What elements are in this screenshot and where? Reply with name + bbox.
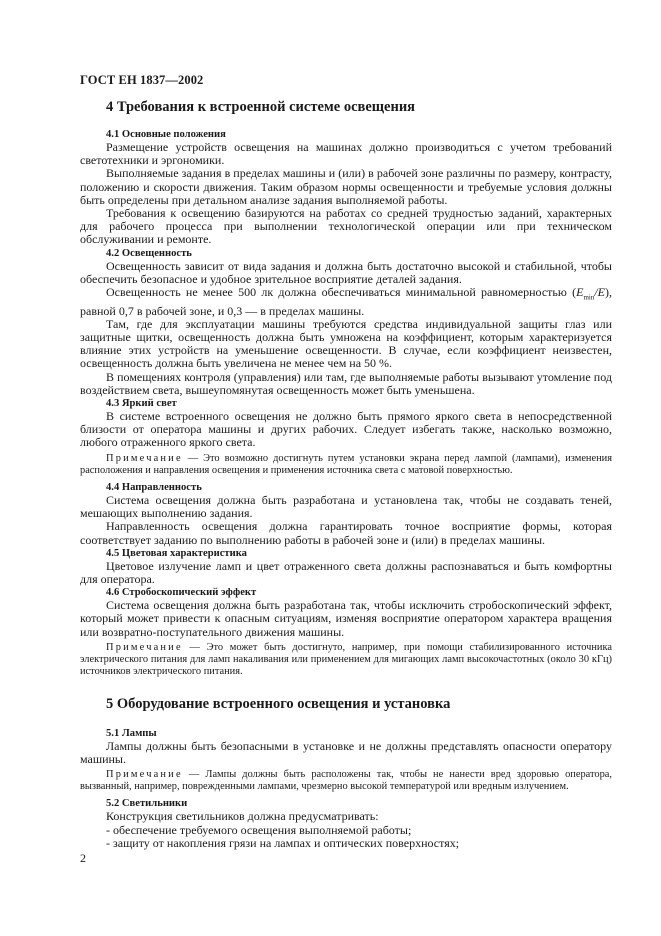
- subsection-4-6-title: 4.6 Стробоскопический эффект: [106, 587, 257, 599]
- paragraph: Направленность освещения должна гарантировать точное восприятие формы, которая соответствует заданию по выполнению работы в рабочей зоне и (или) в пределах машины.: [80, 519, 612, 547]
- section-4-title: 4 Требования к встроенной системе освещения: [106, 99, 416, 115]
- document-body: [80, 98, 612, 850]
- subsection-5-1-title: 5.1 Лампы: [106, 727, 157, 739]
- paragraph: Система освещения должна быть разработана и установлена так, чтобы не создавать теней, мешающих выполнению задания.: [80, 493, 612, 521]
- paragraph: Там, где для эксплуатации машины требуются средства индивидуальной защиты глаз или защитные щитки, освещенность должна быть умножена на коэффициент, которым характеризуется влияние этих устройств на уменьшение освещенности. В случае, если коэффициент неизвестен, освещенность должна быть увеличена не менее чем на 50 %.: [80, 316, 612, 371]
- paragraph: В помещениях контроля (управления) или там, где выполняемые работы вызывают утомление под воздействием света, вышеупомянутая освещенность может быть уменьшена.: [80, 369, 612, 397]
- paragraph: Система освещения должна быть разработана так, чтобы исключить стробоскопический эффект, который может привести к опасным ситуациям, изменяя восприятие оператором характера вращения или возвратно-поступательного движения машины.: [80, 598, 612, 639]
- list-item: - защиту от накопления грязи на лампах и оптических поверхностях;: [106, 835, 460, 850]
- paragraph: Освещенность зависит от вида задания и должна быть достаточно высокой и стабильной, чтобы обеспечить безопасное и удобное зрительное восприятие деталей задания.: [80, 258, 612, 286]
- note-label: Примечание: [106, 768, 183, 780]
- paragraph: Лампы должны быть безопасными в установке и не должны представлять опасности оператору машины.: [80, 738, 612, 766]
- subsection-4-5-title: 4.5 Цветовая характеристика: [106, 547, 247, 559]
- paragraph: Выполняемые задания в пределах машины и (или) в рабочей зоне различны по размеру, контрасту, положению и скорости движения. Таким образом нормы освещенности и требуемые условия должны быть определены при детальном анализе задания выполняемой работы.: [80, 166, 612, 207]
- paragraph: Размещение устройств освещения на машинах должно производиться с учетом требований светотехники и эргономики.: [80, 140, 612, 168]
- note-label: Примечание: [106, 452, 183, 464]
- note: Примечание — Это возможно достигнуть путем установки экрана перед лампой (лампами), изменения расположения и направления освещения и применения источника света с матовой поверхностью.: [80, 452, 612, 476]
- list-item: - обеспечение требуемого освещения выполняемой работы;: [106, 822, 412, 837]
- subsection-4-2-title: 4.2 Освещенность: [106, 247, 192, 259]
- document-header: ГОСТ ЕН 1837—2002: [80, 73, 204, 87]
- subsection-5-2-title: 5.2 Светильники: [106, 798, 188, 810]
- paragraph: Конструкция светильников должна предусматривать:: [106, 809, 379, 824]
- subsection-4-4-title: 4.4 Направленность: [106, 482, 202, 494]
- note-label: Примечание: [106, 641, 183, 653]
- note: Примечание — Это может быть достигнуто, например, при помощи стабилизированного источника электрического питания для ламп накаливания или применением для мигающих ламп высокочастотных (около 30 кГц) источников электрического питания.: [80, 641, 612, 678]
- paragraph: Требования к освещению базируются на работах со средней трудностью заданий, характерных для рабочего процесса при выполнении технологической операции или при техническом обслуживании и ремонте.: [80, 206, 612, 247]
- subsection-4-3-title: 4.3 Яркий свет: [106, 398, 177, 410]
- subsection-4-1-title: 4.1 Основные положения: [106, 129, 226, 140]
- paragraph-uniformity: Освещенность не менее 500 лк должна обеспечиваться минимальной равномерностью $(E_{min}/E)$, равной 0,7 в рабочей зоне, и 0,3 — в пределах машины.: [80, 285, 612, 318]
- paragraph: Цветовое излучение ламп и цвет отраженного света должны распознаваться и быть комфортны для оператора.: [80, 558, 612, 587]
- page-number: 2: [80, 851, 86, 865]
- note: Примечание — Лампы должны быть расположены так, чтобы не нанести вред здоровью оператора, вызванный, например, поврежденными лампами, чрезмерно высокой температурой или вредным излучением.: [80, 768, 612, 793]
- section-5-title: 5 Оборудование встроенного освещения и установка: [106, 695, 451, 712]
- paragraph: В системе встроенного освещения не должно быть прямого яркого света в непосредственной близости от оператора машины и других рабочих. Следует избегать также, насколько возможно, любого отраженного яркого света.: [80, 409, 612, 450]
